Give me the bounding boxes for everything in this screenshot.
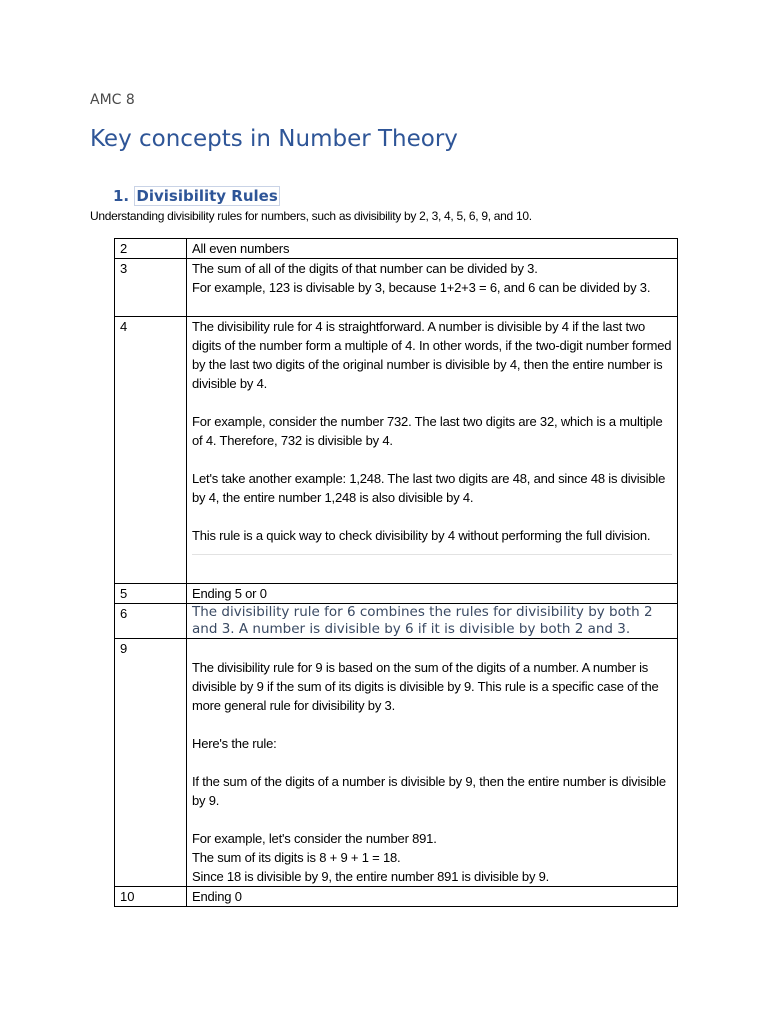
rule-description: Ending 5 or 0 — [187, 584, 678, 604]
rule-description: Ending 0 — [187, 887, 678, 907]
rule-description: The divisibility rule for 9 is based on the sum of the digits of a number. A number is divisible by 9 if the sum of its digits is divisible by 9. This rule is a specific case of the more general rule for divisibility by 3. Here's the rule: If the sum of the digits of a number is divisible by 9, then the entire number is divisible by 9. For example, let's consider the number 891. The sum of its digits is 8 + 9 + 1 = 18. Since 18 is divisible by 9, the entire number 891 is divisible by 9. — [187, 639, 678, 887]
document-subtitle: AMC 8 — [90, 92, 135, 108]
rule-number: 3 — [115, 259, 187, 317]
rule-number: 10 — [115, 887, 187, 907]
table-row — [115, 639, 678, 887]
table-row — [115, 584, 678, 604]
section-heading — [113, 187, 280, 205]
section-intro: Understanding divisibility rules for numbers, such as divisibility by 2, 3, 4, 5, 6, 9, and 10. — [90, 209, 532, 223]
rule-number: 4 — [115, 317, 187, 584]
section-title: Divisibility Rules — [136, 187, 278, 205]
divisibility-rules-table — [114, 238, 678, 907]
table-row — [115, 259, 678, 317]
document-title: Key concepts in Number Theory — [90, 126, 458, 152]
divider — [192, 554, 672, 555]
rule-description: The sum of all of the digits of that number can be divided by 3. For example, 123 is divisable by 3, because 1+2+3 = 6, and 6 can be divided by 3. — [187, 259, 678, 317]
rule-description: The divisibility rule for 4 is straightforward. A number is divisible by 4 if the last two digits of the number form a multiple of 4. In other words, if the two-digit number formed by the last two digits of the original number is divisible by 4, then the entire number is divisible by 4. For example, consider the number 732. The last two digits are 32, which is a multiple of 4. Therefore, 732 is divisible by 4. Let's take another example: 1,248. The last two digits are 48, and since 48 is divisible by 4, the entire number 1,248 is also divisible by 4. This rule is a quick way to check divisibility by 4 without performing the full division. — [187, 317, 678, 584]
rule-number: 5 — [115, 584, 187, 604]
table-row — [115, 317, 678, 584]
section-number: 1. — [113, 187, 130, 205]
table-row — [115, 887, 678, 907]
rule-number: 2 — [115, 239, 187, 259]
rule-description: All even numbers — [187, 239, 678, 259]
rule-description: The divisibility rule for 6 combines the rules for divisibility by both 2 and 3. A number is divisible by 6 if it is divisible by both 2 and 3. — [187, 604, 678, 639]
table-row — [115, 604, 678, 639]
rule-number: 9 — [115, 639, 187, 887]
table-row — [115, 239, 678, 259]
rule-number: 6 — [115, 604, 187, 639]
